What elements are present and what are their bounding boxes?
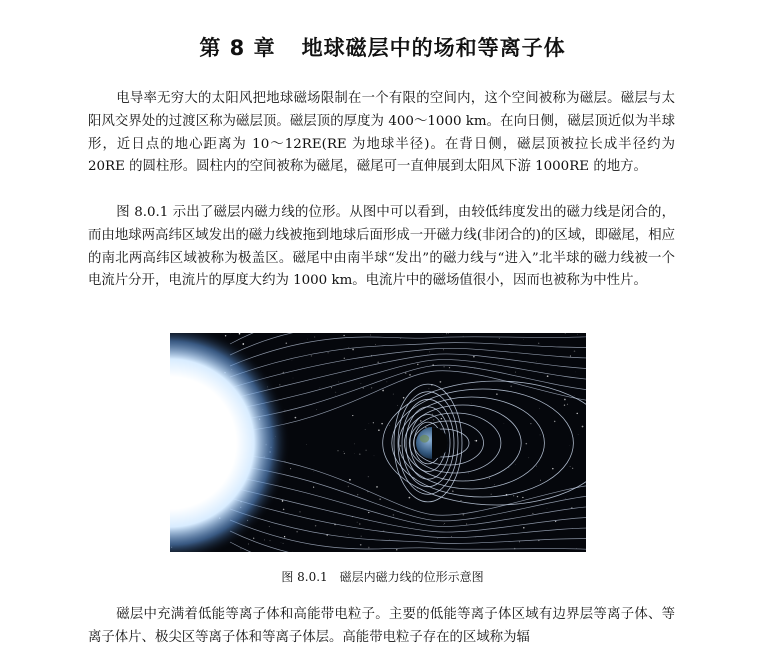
chapter-heading — [0, 32, 765, 62]
magnetosphere-illustration — [170, 333, 586, 552]
magnetosphere-figure — [170, 333, 586, 552]
earth — [416, 427, 448, 459]
paragraph-plasma — [88, 604, 675, 650]
chapter-number: 第 8 章 — [199, 36, 275, 60]
chapter-title: 地球磁层中的场和等离子体 — [302, 36, 566, 60]
figure-caption-text: 磁层内磁力线的位形示意图 — [340, 570, 484, 584]
paragraph-field-lines — [88, 202, 675, 293]
paragraph-3-text: 磁层中充满着低能等离子体和高能带电粒子。主要的低能等离子体区域有边界层等离子体、等离子体片、极尖区等离子体和等离子体层。高能带电粒子存在的区域称为辐 — [88, 607, 675, 645]
figure-caption — [0, 568, 765, 585]
paragraph-1-text: 电导率无穷大的太阳风把地球磁场限制在一个有限的空间内，这个空间被称为磁层。磁层与太阳风交界处的过渡区称为磁层顶。磁层顶的厚度为 400～1000 km。在向日侧，磁层顶近似为半球形，近日点的地心距离为 10～12RE(RE 为地球半径)。在背日侧，磁层顶被拉长成半径约为 20RE 的圆柱形。圆柱内的空间被称为磁尾，磁尾可一直伸展到太阳风下游 1000RE 的地方。 — [88, 91, 675, 174]
paragraph-magnetosphere — [88, 88, 675, 179]
figure-number: 图 8.0.1 — [281, 570, 327, 584]
paragraph-2-text: 图 8.0.1 示出了磁层内磁力线的位形。从图中可以看到，由较低纬度发出的磁力线是闭合的，而由地球两高纬区域发出的磁力线被拖到地球后面形成一开磁力线(非闭合的)的区域，即磁尾，相应的南北两高纬区域被称为极盖区。磁尾中由南半球“发出”的磁力线与“进入”北半球的磁力线被一个电流片分开，电流片的厚度大约为 1000 km。电流片中的磁场值很小，因而也被称为中性片。 — [88, 205, 675, 288]
